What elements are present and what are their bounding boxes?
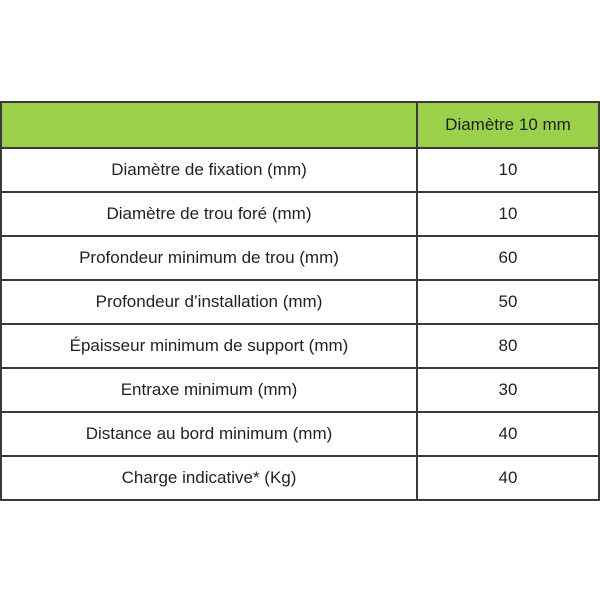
row-value: 60 [417, 236, 599, 280]
row-value: 30 [417, 368, 599, 412]
table-row [1, 148, 599, 192]
table-header-row [1, 102, 599, 148]
header-cell-value: Diamètre 10 mm [417, 102, 599, 148]
row-label: Entraxe minimum (mm) [1, 368, 417, 412]
row-label: Profondeur minimum de trou (mm) [1, 236, 417, 280]
row-label: Distance au bord minimum (mm) [1, 412, 417, 456]
row-value: 40 [417, 412, 599, 456]
spec-table [0, 101, 600, 501]
table-row [1, 412, 599, 456]
table-row [1, 324, 599, 368]
row-value: 50 [417, 280, 599, 324]
row-label: Épaisseur minimum de support (mm) [1, 324, 417, 368]
row-value: 40 [417, 456, 599, 500]
table-row [1, 368, 599, 412]
row-label: Diamètre de trou foré (mm) [1, 192, 417, 236]
row-value: 10 [417, 148, 599, 192]
row-label: Diamètre de fixation (mm) [1, 148, 417, 192]
row-value: 80 [417, 324, 599, 368]
table-row [1, 280, 599, 324]
table-row [1, 236, 599, 280]
table-row [1, 192, 599, 236]
row-label: Charge indicative* (Kg) [1, 456, 417, 500]
header-cell-label [1, 102, 417, 148]
table-row [1, 456, 599, 500]
row-value: 10 [417, 192, 599, 236]
row-label: Profondeur d’installation (mm) [1, 280, 417, 324]
